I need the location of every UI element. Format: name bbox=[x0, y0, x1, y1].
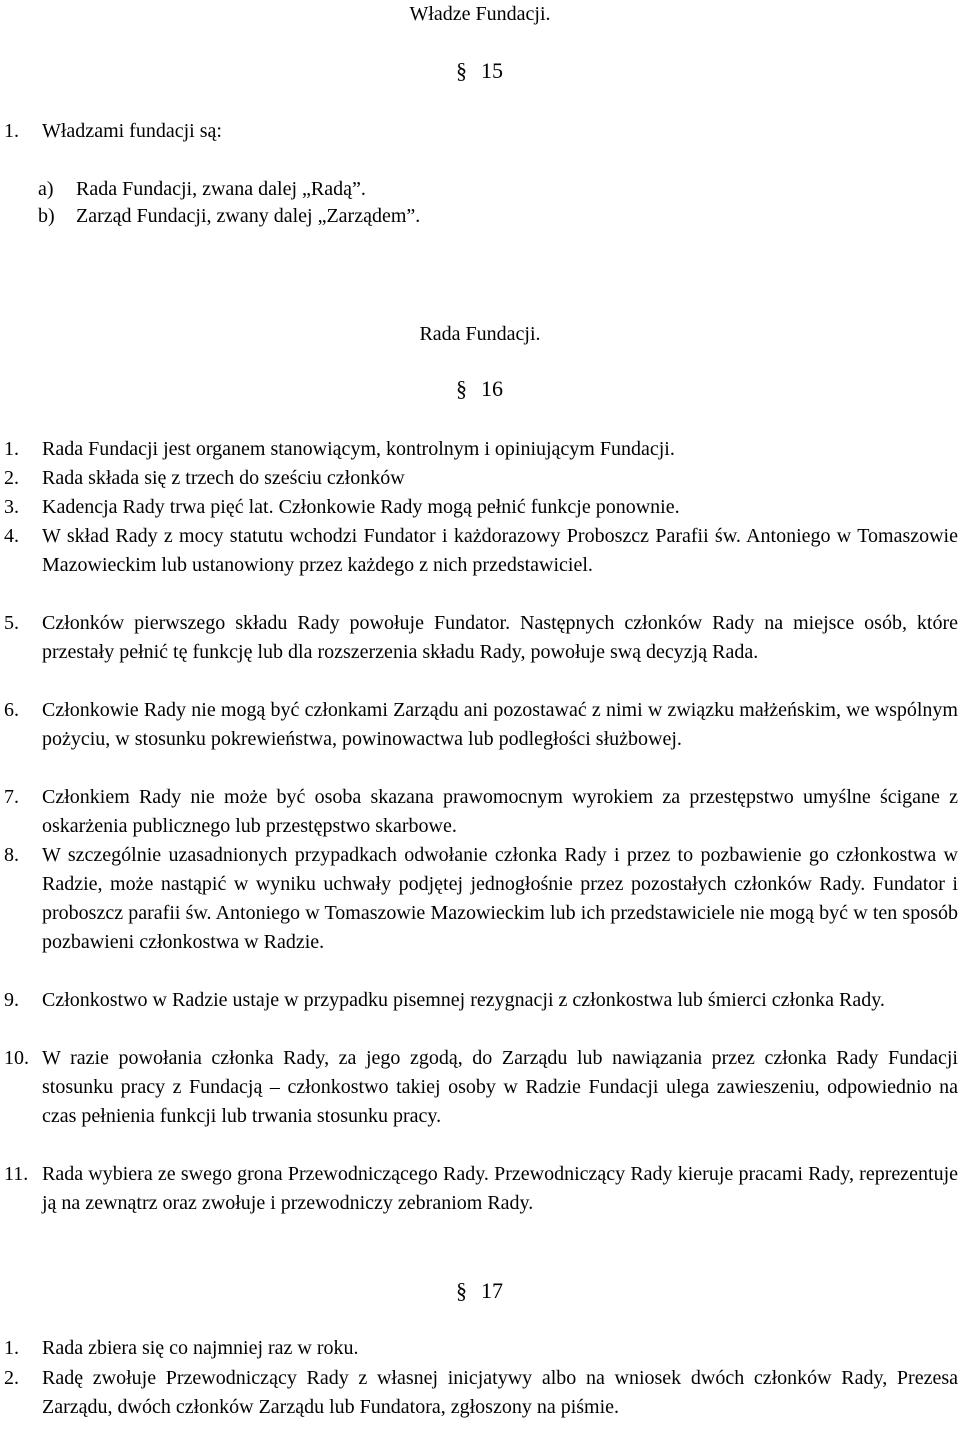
item-number: 8. bbox=[4, 844, 19, 866]
item-number: 1. bbox=[4, 120, 19, 142]
item-text: Rada Fundacji jest organem stanowiącym, kontrolnym i opiniującym Fundacji. bbox=[42, 438, 675, 460]
item-text: Rada składa się z trzech do sześciu członków bbox=[42, 467, 405, 489]
paragraph-15-marker bbox=[456, 60, 503, 82]
intro-item bbox=[4, 117, 222, 146]
item-number: 2. bbox=[4, 467, 19, 489]
item-letter: b) bbox=[38, 205, 55, 227]
item-number: 1. bbox=[4, 438, 19, 460]
section-heading-wladze: Władze Fundacji. bbox=[409, 3, 551, 25]
item-number: 1. bbox=[4, 1337, 19, 1359]
item-text: Członkostwo w Radzie ustaje w przypadku pisemnej rezygnacji z członkostwa lub śmierci członka Rady. bbox=[42, 989, 885, 1011]
item-number: 3. bbox=[4, 496, 19, 518]
item-number: 9. bbox=[4, 989, 19, 1011]
item-number: 2. bbox=[4, 1367, 19, 1389]
item-number: 6. bbox=[4, 699, 19, 721]
sub-item-a bbox=[38, 175, 366, 204]
item-text: Władzami fundacji są: bbox=[42, 120, 222, 142]
item-text: W razie powołania członka Rady, za jego zgodą, do Zarządu lub nawiązania przez członka Rady Fundacji stosunku pracy z Fundacją – członkostwo takiej osoby w Radzie Fundacji ulega zawieszeniu, odpowiednio na czas pełnienia funkcji lub trwania stosunku pracy. bbox=[42, 1047, 958, 1127]
paragraph-number: 17 bbox=[481, 1278, 503, 1303]
item-text: Członkowie Rady nie mogą być członkami Zarządu ani pozostawać z nimi w związku małżeńskim, we wspólnym pożyciu, w stosunku pokrewieństwa, powinowactwa lub podległości służbowej. bbox=[42, 699, 958, 750]
item-letter: a) bbox=[38, 178, 54, 200]
paragraph-number: 16 bbox=[481, 376, 503, 401]
section-symbol: § bbox=[456, 1278, 467, 1303]
item-number: 10. bbox=[4, 1047, 29, 1069]
section-heading-rada: Rada Fundacji. bbox=[419, 323, 541, 345]
paragraph-17-marker bbox=[456, 1280, 503, 1302]
item-text: Zarząd Fundacji, zwany dalej „Zarządem”. bbox=[76, 205, 421, 227]
paragraph-number: 15 bbox=[481, 58, 503, 83]
item-text: Członkiem Rady nie może być osoba skazana prawomocnym wyrokiem za przestępstwo umyślne ścigane z oskarżenia publicznego lub przestępstwo skarbowe. bbox=[42, 786, 958, 837]
item-text: Rada Fundacji, zwana dalej „Radą”. bbox=[76, 178, 366, 200]
item-text: Rada wybiera ze swego grona Przewodniczącego Rady. Przewodniczący Rady kieruje pracami Rady, reprezentuje ją na zewnątrz oraz zwołuje i przewodniczy zebraniom Rady. bbox=[42, 1163, 958, 1214]
item-text: Radę zwołuje Przewodniczący Rady z własnej inicjatywy albo na wniosek dwóch członków Rady, Prezesa Zarządu, dwóch członków Zarządu lub Fundatora, zgłoszony na piśmie. bbox=[42, 1367, 958, 1418]
item-number: 5. bbox=[4, 612, 19, 634]
item-number: 4. bbox=[4, 525, 19, 547]
item-text: W skład Rady z mocy statutu wchodzi Fundator i każdorazowy Proboszcz Parafii św. Antoniego w Tomaszowie Mazowieckim lub ustanowiony przez każdego z nich przedstawiciel. bbox=[42, 525, 958, 576]
item-text: Członków pierwszego składu Rady powołuje Fundator. Następnych członków Rady na miejsce osób, które przestały pełnić tę funkcję lub dla rozszerzenia składu Rady, powołuje swą decyzją Rada. bbox=[42, 612, 958, 663]
sub-item-b bbox=[38, 202, 420, 231]
item-number: 7. bbox=[4, 786, 19, 808]
item-text: Kadencja Rady trwa pięć lat. Członkowie Rady mogą pełnić funkcje ponownie. bbox=[42, 496, 680, 518]
paragraph-16-marker bbox=[456, 378, 503, 400]
section-symbol: § bbox=[456, 376, 467, 401]
section-symbol: § bbox=[456, 58, 467, 83]
item-text: W szczególnie uzasadnionych przypadkach odwołanie członka Rady i przez to pozbawienie go członkostwa w Radzie, może nastąpić w wyniku uchwały podjętej jednogłośnie przez pozostałych członków Rady. Fundator i proboszcz parafii św. Antoniego w Tomaszowie Mazowieckim lub ich przedstawiciele nie mogą być w ten sposób pozbawieni członkostwa w Radzie. bbox=[42, 844, 958, 953]
item-number: 11. bbox=[4, 1163, 29, 1185]
item-text: Rada zbiera się co najmniej raz w roku. bbox=[42, 1337, 359, 1359]
